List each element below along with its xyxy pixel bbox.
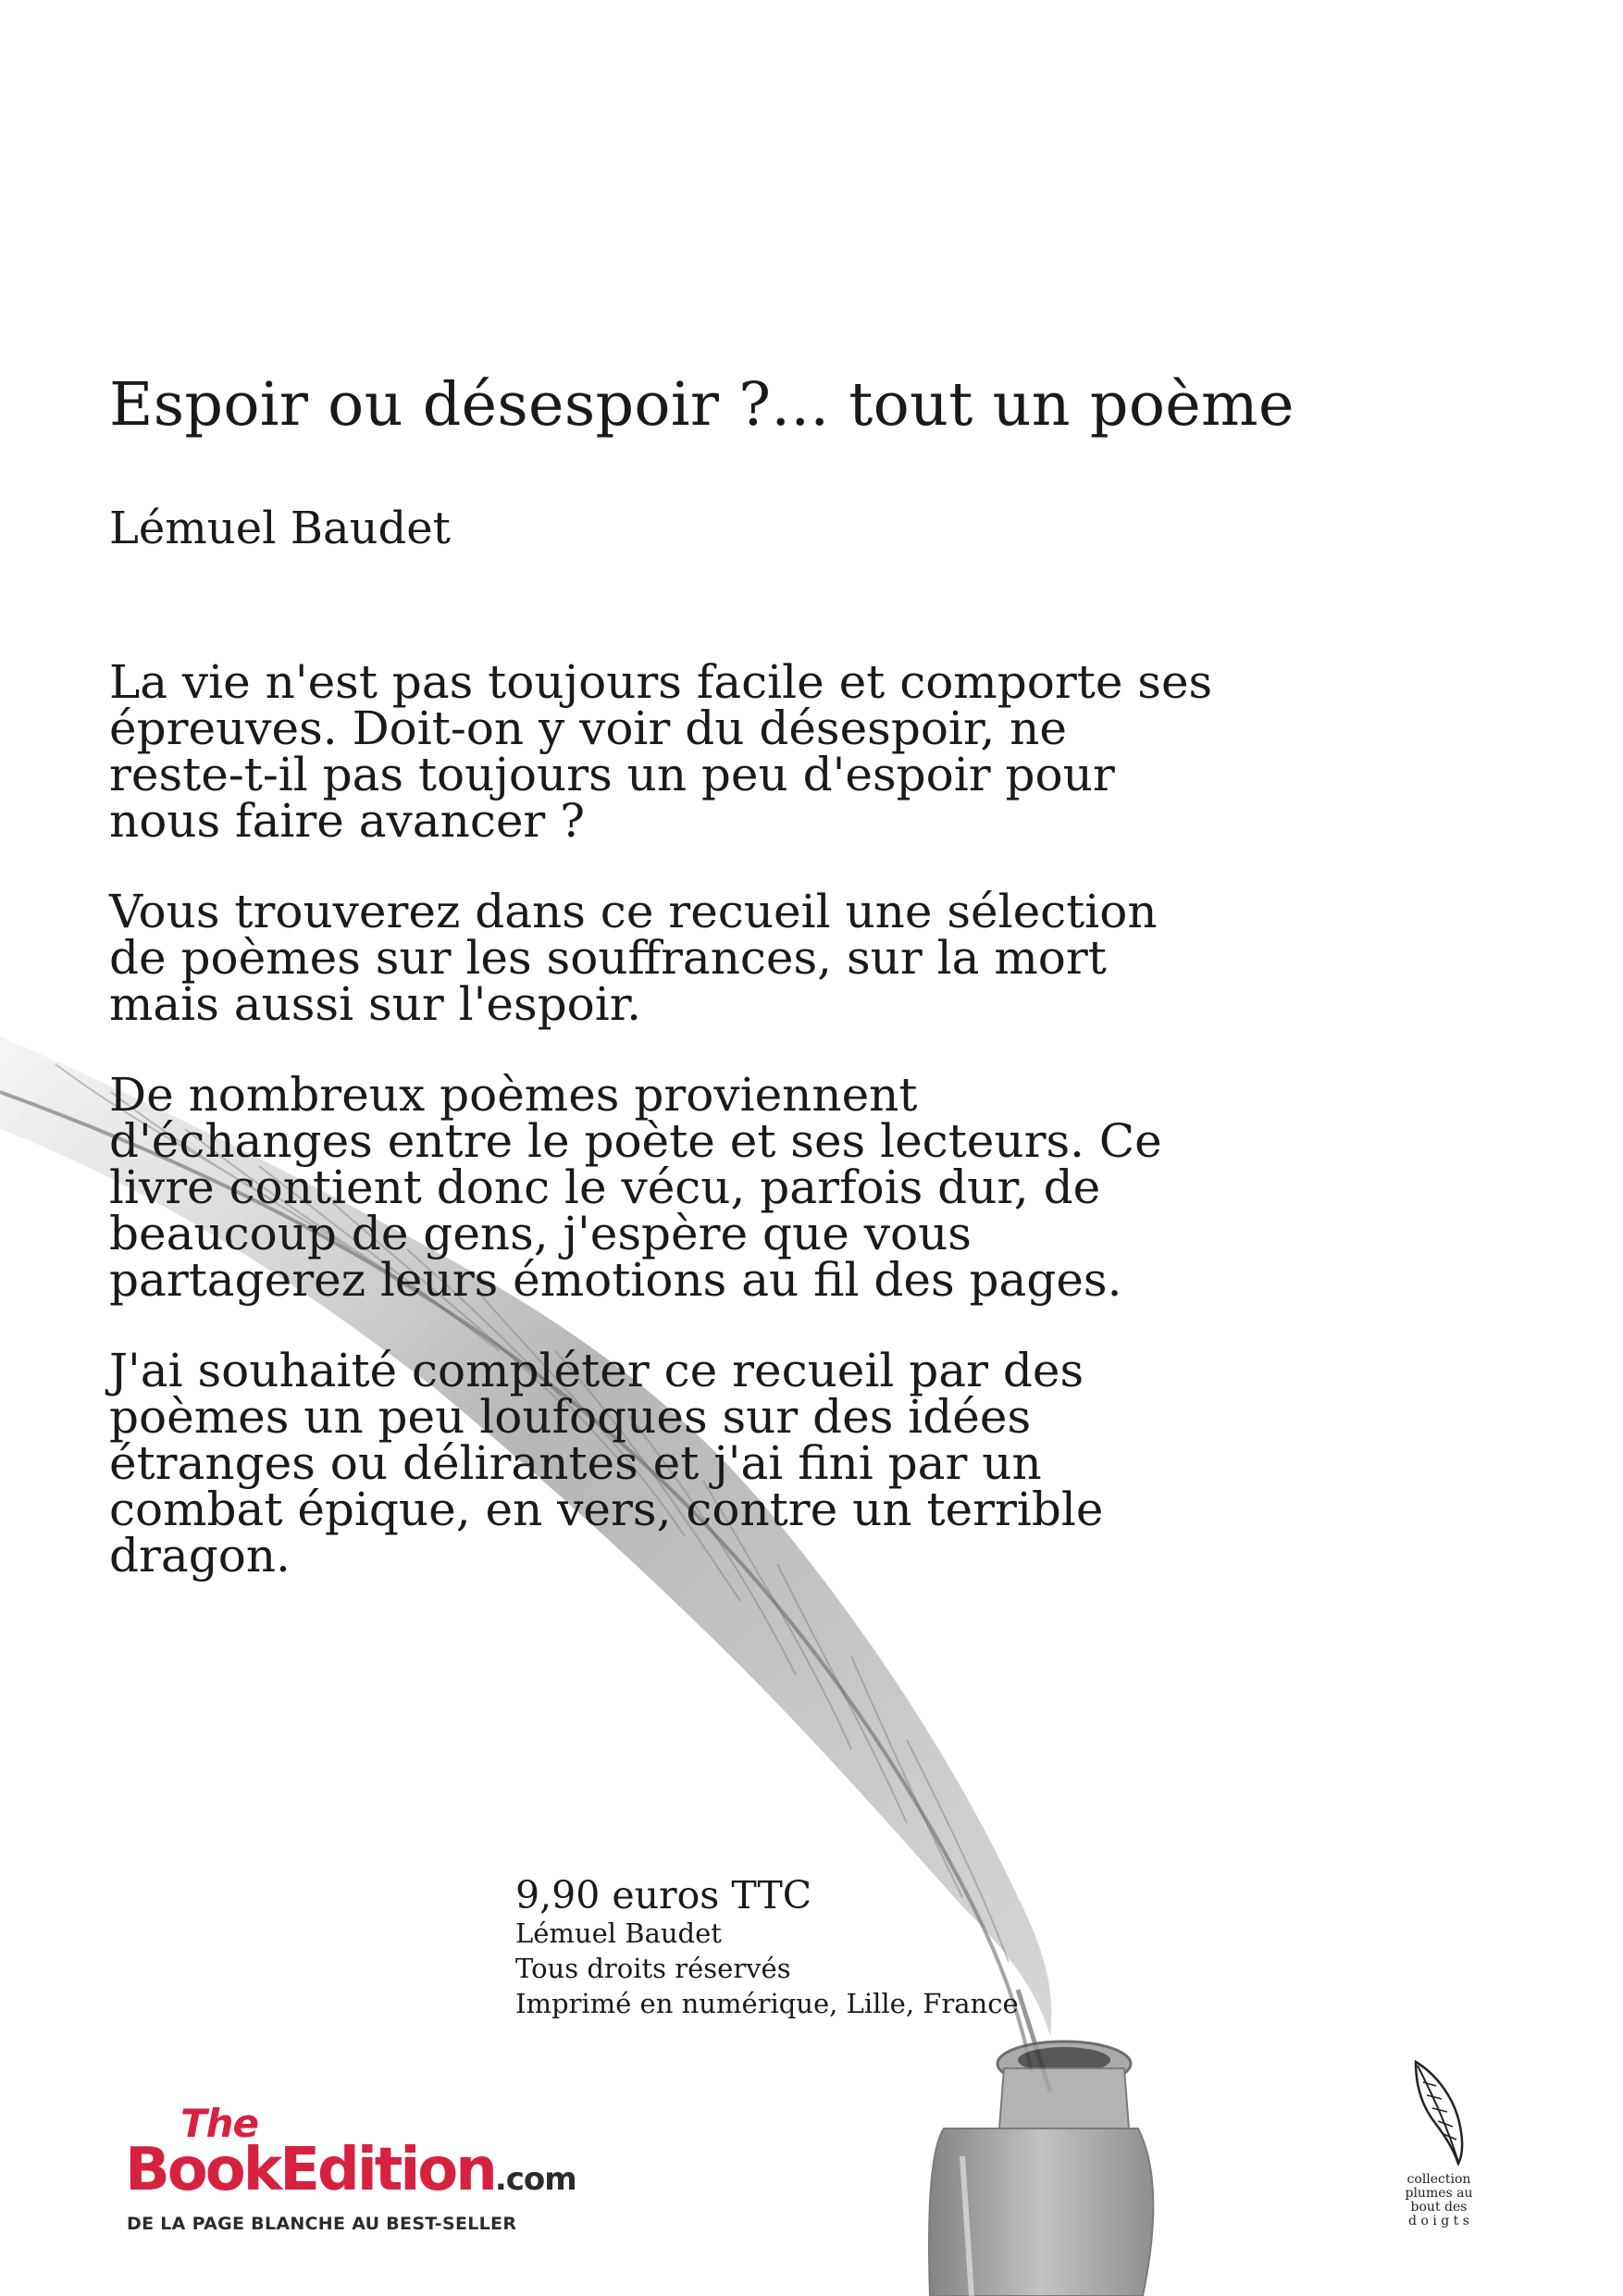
imprint-author: Lémuel Baudet [515, 1917, 722, 1949]
price: 9,90 euros TTC [515, 1873, 812, 1917]
publication-info [515, 1873, 1019, 2024]
inkwell-icon [929, 2042, 1153, 2296]
publisher-logo-domain: .com [494, 2161, 576, 2198]
publisher-logo [125, 2101, 643, 2240]
publisher-logo-wordmark: BookEdition [125, 2136, 495, 2204]
blurb-paragraph: Vous trouverez dans ce recueil une sélection de poèmes sur les souffrances, sur la mort mais aussi sur l'espoir. [109, 885, 1158, 1031]
publisher-logo-the: The [180, 2101, 259, 2146]
printing-notice: Imprimé en numérique, Lille, France [515, 1988, 1019, 2019]
collection-badge [1388, 2054, 1490, 2228]
book-title: Espoir ou désespoir ?... tout un poème [109, 370, 1295, 440]
blurb-paragraph: La vie n'est pas toujours facile et comporte ses épreuves. Doit-on y voir du désespoir, ne reste-t-il pas toujours un peu d'espoir pour nous faire avancer ? [109, 655, 1213, 848]
rights-notice: Tous droits réservés [515, 1953, 791, 1984]
back-cover-blurb [109, 655, 1266, 1623]
feather-icon [1406, 2054, 1471, 2166]
book-author: Lémuel Baudet [109, 503, 451, 554]
blurb-paragraph: De nombreux poèmes proviennent d'échanges entre le poète et ses lecteurs. Ce livre contient donc le vécu, parfois dur, de beaucoup de gens, j'espère que vous partagerez leurs émotions au fil des pages. [109, 1068, 1162, 1307]
blurb-paragraph: J'ai souhaité compléter ce recueil par des poèmes un peu loufoques sur des idées étranges ou délirantes et j'ai fini par un combat épique, en vers, contre un terrible dragon. [109, 1344, 1104, 1582]
collection-label: collection plumes au bout des d o i g t s [1405, 2172, 1473, 2228]
publisher-logo-name [125, 2136, 576, 2204]
publisher-tagline: DE LA PAGE BLANCHE AU BEST-SELLER [127, 2214, 517, 2234]
